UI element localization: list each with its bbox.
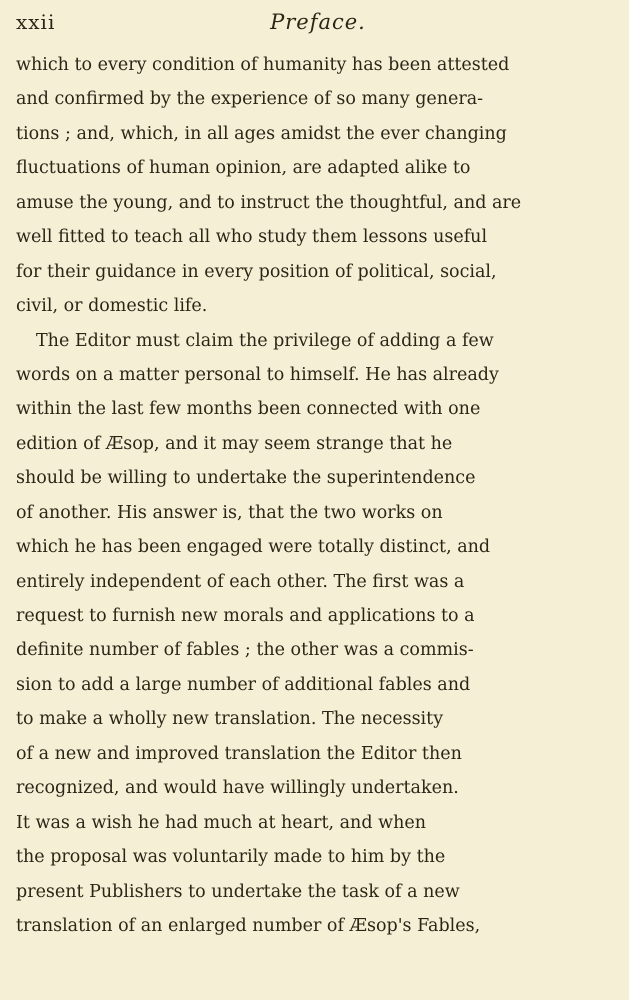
text-line: amuse the young, and to instruct the thoughtful, and are — [16, 192, 522, 213]
text-line: fluctuations of human opinion, are adapted alike to — [16, 158, 471, 179]
text-line: within the last few months been connected with one — [16, 399, 481, 420]
text-line: It was a wish he had much at heart, and when — [16, 812, 426, 833]
body-text — [16, 48, 546, 943]
running-title: Preface. — [270, 10, 366, 34]
page-number: xxii — [16, 10, 56, 34]
text-line: civil, or domestic life. — [16, 296, 208, 317]
text-line: entirely independent of each other. The first was a — [16, 571, 465, 592]
text-line: definite number of fables ; the other was a commis- — [16, 640, 474, 661]
text-line: which he has been engaged were totally distinct, and — [16, 537, 491, 558]
text-line: tions ; and, which, in all ages amidst the ever changing — [16, 123, 507, 144]
text-line: should be willing to undertake the superintendence — [16, 468, 476, 489]
text-line: the proposal was voluntarily made to him by the — [16, 847, 446, 868]
text-line: which to every condition of humanity has been attested — [16, 55, 510, 75]
text-line: for their guidance in every position of political, social, — [16, 261, 497, 282]
text-line: present Publishers to undertake the task of a new — [16, 881, 460, 902]
text-line: to make a wholly new translation. The necessity — [16, 709, 444, 730]
text-line: edition of Æsop, and it may seem strange that he — [16, 433, 453, 454]
text-line: recognized, and would have willingly undertaken. — [16, 778, 459, 799]
text-line: of another. His answer is, that the two works on — [16, 502, 443, 523]
text-line: and confirmed by the experience of so many genera- — [16, 89, 484, 110]
text-line: The Editor must claim the privilege of adding a few — [36, 330, 494, 351]
text-line: sion to add a large number of additional fables and — [16, 674, 471, 695]
text-line: well fitted to teach all who study them lessons useful — [16, 227, 488, 248]
page-header — [16, 10, 620, 46]
text-line: words on a matter personal to himself. He has already — [16, 364, 499, 385]
text-line: request to furnish new morals and applications to a — [16, 606, 475, 626]
text-line: of a new and improved translation the Editor then — [16, 743, 462, 764]
text-line: translation of an enlarged number of Æsop's Fables, — [16, 915, 481, 936]
